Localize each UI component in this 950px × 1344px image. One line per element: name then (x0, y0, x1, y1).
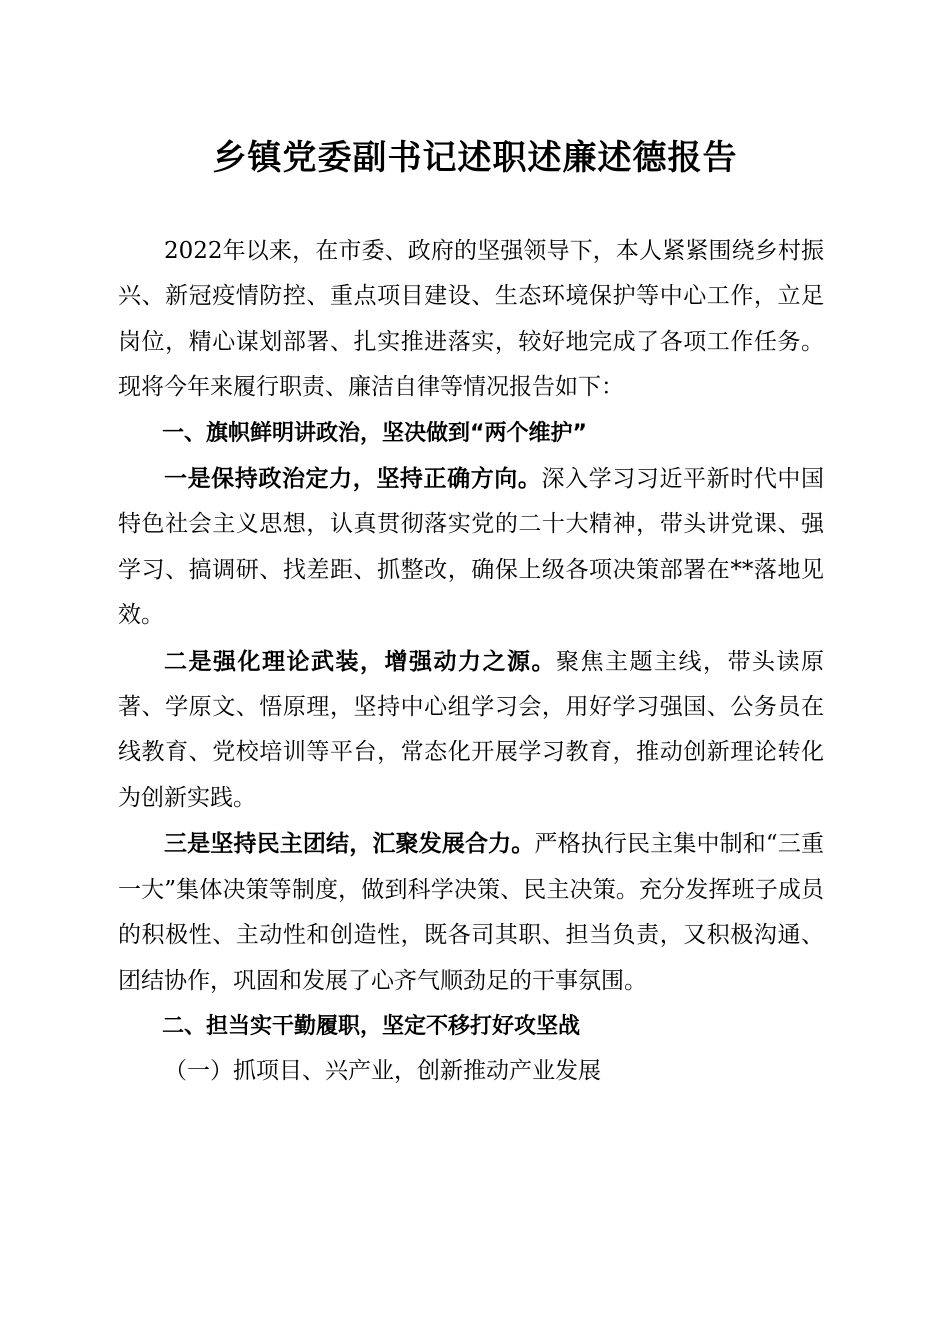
intro-paragraph: 2022年以来，在市委、政府的坚强领导下，本人紧紧围绕乡村振兴、新冠疫情防控、重点项目建设、生态环境保护等中心工作，立足岗位，精心谋划部署、扎实推进落实，较好地完成了各项工作任务。现将今年来履行职责、廉洁自律等情况报告如下： (118, 238, 824, 401)
document-title: 乡镇党委副书记述职述廉述德报告 (212, 138, 738, 178)
section-1-heading: 一、旗帜鲜明讲政治，坚决做到“两个维护” (162, 420, 587, 446)
document-body (118, 229, 824, 1095)
paragraph-text: 深入学习习近平新时代中国特色社会主义思想，认真贯彻落实党的二十大精神，带头讲党课、强学习、搞调研、找差距、抓整改，确保上级各项决策部署在**落地见效。 (118, 466, 825, 629)
section-1-paragraph-2 (118, 639, 824, 822)
paragraph-text: 严格执行民主集中制和“三重一大”集体决策等制度，做到科学决策、民主决策。充分发挥班子成员的积极性、主动性和创造性，既各司其职、担当负责，又积极沟通、团结协作，巩固和发展了心齐气顺劲足的干事氛围。 (118, 831, 824, 994)
paragraph-lead: 一是保持政治定力，坚持正确方向。 (164, 465, 542, 493)
paragraph-lead: 二是强化理论武装，增强动力之源。 (164, 647, 556, 675)
paragraph-lead: 三是坚持民主团结，汇聚发展合力。 (164, 830, 535, 858)
section-1-paragraph-1 (118, 456, 824, 639)
paragraph-text: 聚焦主题主线，带头读原著、学原文、悟原理，坚持中心组学习会，用好学习强国、公务员在线教育、党校培训等平台，常态化开展学习教育，推动创新理论转化为创新实践。 (118, 648, 824, 811)
section-2-heading: 二、担当实干勤履职，坚定不移打好攻坚战 (162, 1013, 581, 1039)
section-2-subheading-1: （一）抓项目、兴产业，创新推动产业发展 (164, 1058, 601, 1085)
section-1-paragraph-3 (118, 821, 824, 1004)
